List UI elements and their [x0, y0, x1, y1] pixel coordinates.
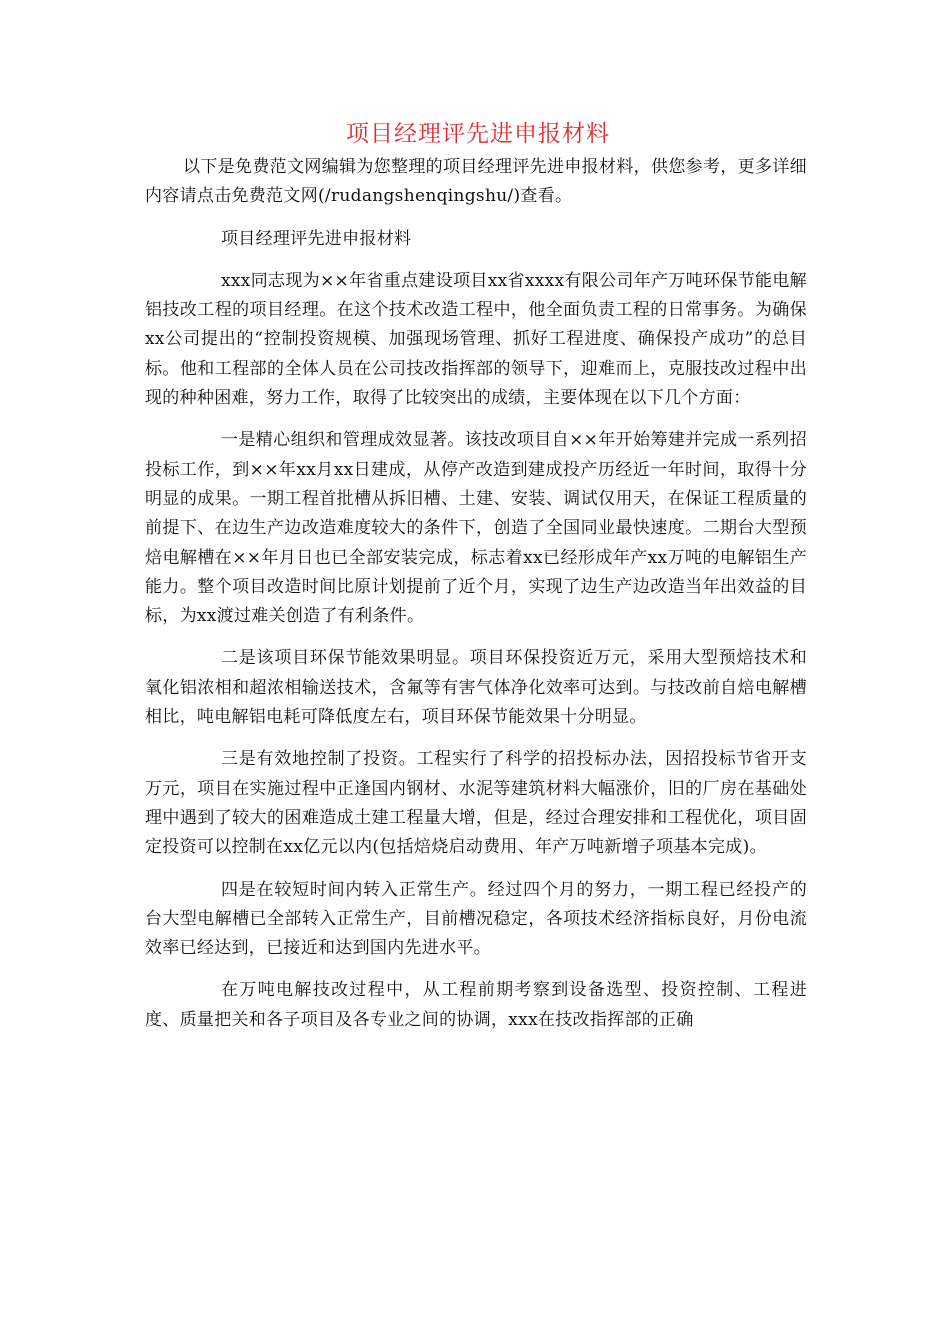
body-paragraph-5: 四是在较短时间内转入正常生产。经过四个月的努力，一期工程已经投产的台大型电解槽已全部转入正常生产，目前槽况稳定，各项技术经济指标良好，月份电流效率已经达到，已接近和达到国内先进水平。	[145, 879, 807, 959]
body-paragraph-3: 二是该项目环保节能效果明显。项目环保投资近万元，采用大型预焙技术和氧化铝浓相和超浓相输送技术，含氟等有害气体净化效率可达到。与技改前自焙电解槽相比，吨电解铝电耗可降低度左右，项目环保节能效果十分明显。	[145, 648, 807, 728]
document-title: 项目经理评先进申报材料	[346, 121, 610, 147]
body-paragraph-1: xxx同志现为××年省重点建设项目xx省xxxx有限公司年产万吨环保节能电解铝技改工程的项目经理。在这个技术改造工程中，他全面负责工程的日常事务。为确保xx公司提出的“控制投资规模、加强现场管理、抓好工程进度、确保投产成功”的总目标。他和工程部的全体人员在公司技改指挥部的领导下，迎难而上，克服技改过程中出现的种种困难，努力工作，取得了比较突出的成绩，主要体现在以下几个方面：	[145, 270, 807, 409]
document-page	[145, 0, 807, 1035]
body-paragraph-4: 三是有效地控制了投资。工程实行了科学的招投标办法，因招投标节省开支万元，项目在实施过程中正逢国内钢材、水泥等建筑材料大幅涨价，旧的厂房在基础处理中遇到了较大的困难造成土建工程量大增，但是，经过合理安排和工程优化，项目固定投资可以控制在xx亿元以内(包括焙烧启动费用、年产万吨新增子项基本完成)。	[145, 749, 807, 858]
intro-paragraph: 以下是免费范文网编辑为您整理的项目经理评先进申报材料，供您参考，更多详细内容请点击免费范文网(/rudangshenqingshu/)查看。	[145, 157, 807, 207]
body-paragraph-2: 一是精心组织和管理成效显著。该技改项目自××年开始筹建并完成一系列招投标工作，到××年xx月xx日建成，从停产改造到建成投产历经近一年时间，取得十分明显的成果。一期工程首批槽从拆旧槽、土建、安装、调试仅用天，在保证工程质量的前提下、在边生产边改造难度较大的条件下，创造了全国同业最快速度。二期台大型预焙电解槽在××年月日也已全部安装完成，标志着xx已经形成年产xx万吨的电解铝生产能力。整个项目改造时间比原计划提前了近个月，实现了边生产边改造当年出效益的目标，为xx渡过难关创造了有利条件。	[145, 430, 807, 627]
body-paragraph-6: 在万吨电解技改过程中，从工程前期考察到设备选型、投资控制、工程进度、质量把关和各子项目及各专业之间的协调，xxx在技改指挥部的正确	[145, 980, 807, 1030]
document-subtitle: 项目经理评先进申报材料	[221, 228, 412, 249]
